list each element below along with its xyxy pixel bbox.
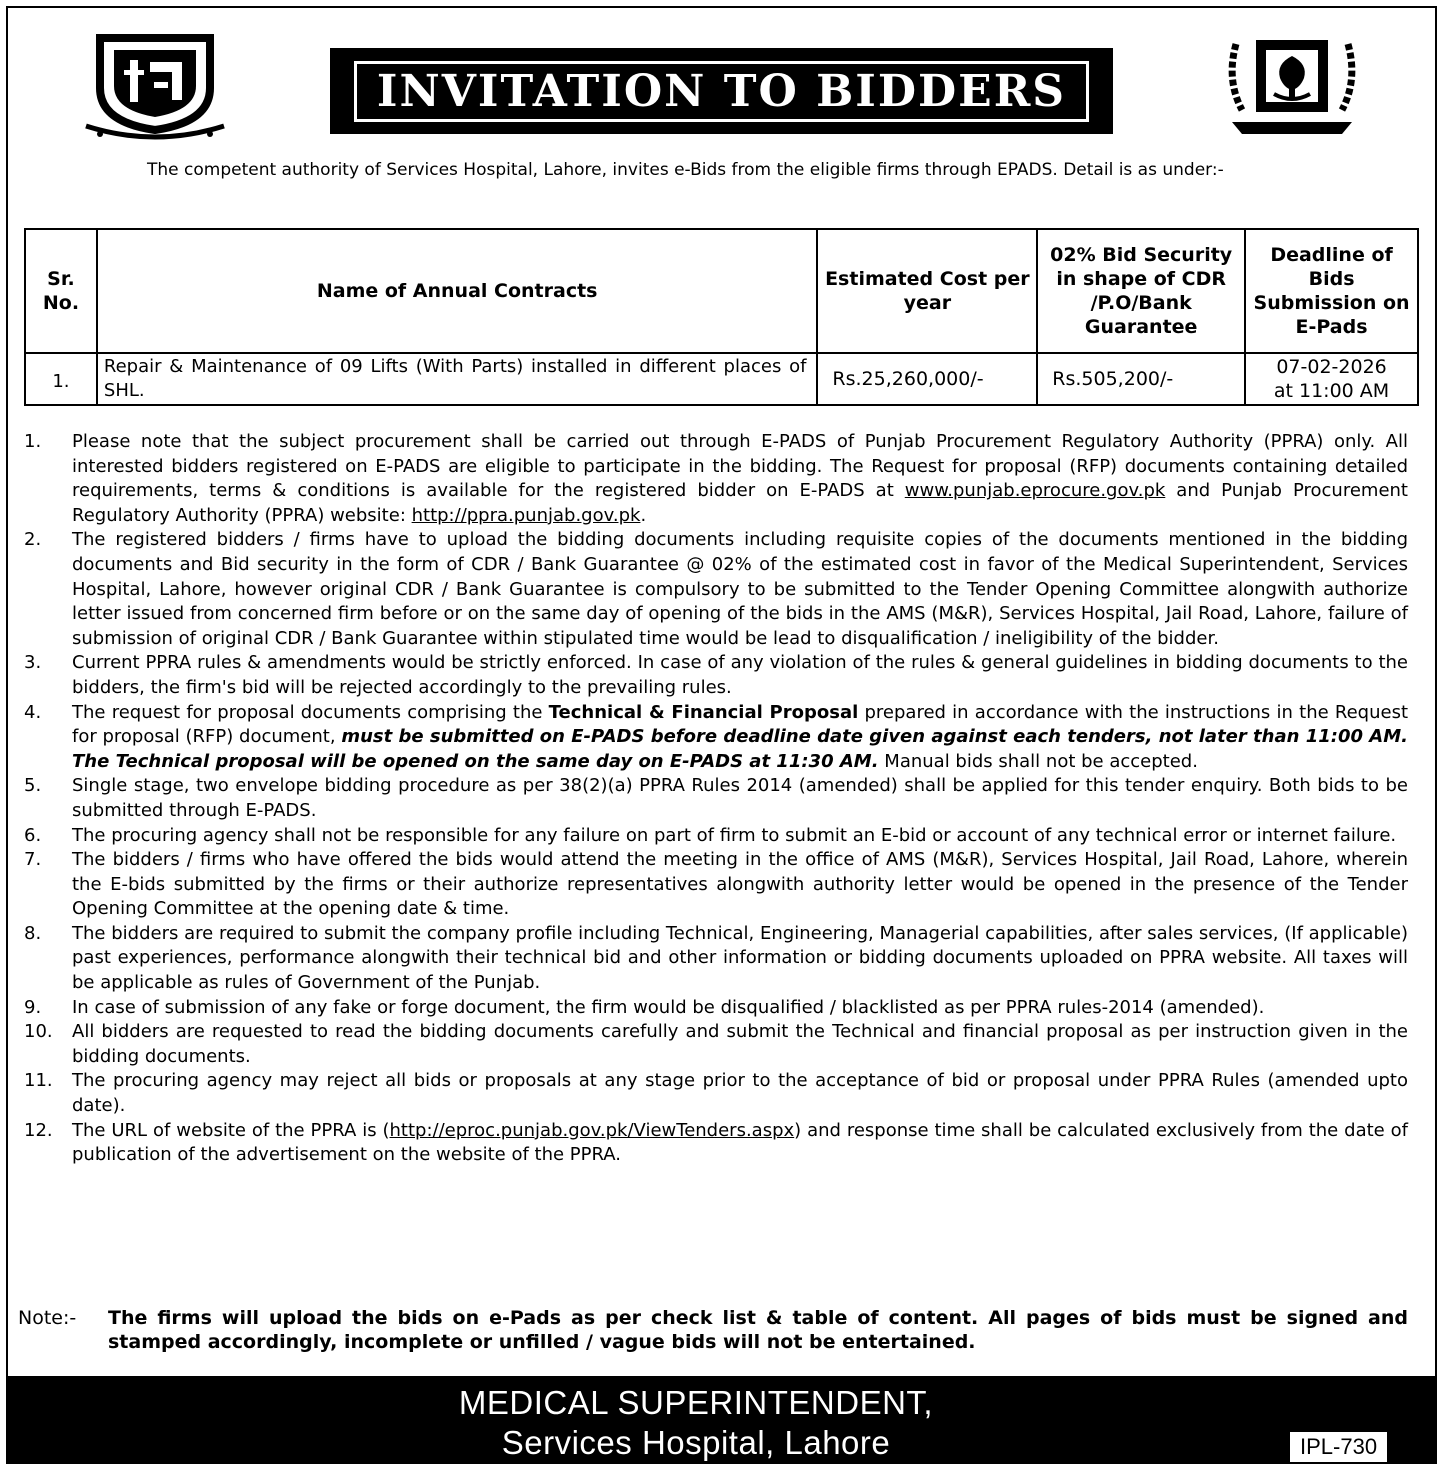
contracts-table (24, 228, 1419, 406)
list-item (24, 1119, 1408, 1168)
item-text: The registered bidders / firms have to upload the bidding documents including requisite copies of the documents mentioned in the bidding documents and Bid security in the form of CDR / Bank Guarantee @ 02% of the estimated cost in favor of the Medical Superintendent, Services Hospital, Lahore, however original CDR / Bank Guarantee is compulsory to be submitted to the Tender Opening Committee alongwith authorize letter issued from concerned firm before or on the same day of opening of the bids in the AMS (M&R), Services Hospital, Jail Road, Lahore, failure of submission of original CDR / Bank Guarantee within stipulated time would be lead to disqualification / ineligibility of the bidder. (72, 529, 1408, 649)
govt-shield-logo-icon (80, 30, 230, 142)
note-label: Note:- (18, 1307, 77, 1329)
cell-contract-name: Repair & Maintenance of 09 Lifts (With Parts) installed in different places of SHL. (97, 353, 818, 405)
item-text: Current PPRA rules & amendments would be strictly enforced. In case of any violation of the rules & general guidelines in bidding documents to the bidders, the firm's bid will be rejected accordingly to the prevailing rules. (72, 652, 1408, 698)
item-number: 6. (24, 824, 42, 846)
signatory-organization: Services Hospital, Lahore (501, 1424, 891, 1461)
header-sr-no: Sr. No. (25, 229, 97, 353)
item-number: 4. (24, 701, 42, 723)
footer-banner (6, 1376, 1437, 1464)
item-text: The bidders are required to submit the company profile including Technical, Engineering, Managerial capabilities, after sales services, (If applicable) past experiences, performance alongwith their technical bid and other information or bidding documents uploaded on PPRA website. All taxes will be applicable as rules of Government of the Punjab. (72, 922, 1408, 994)
text-part: and Punjab Procurement Regulatory Authority (PPRA) website: (72, 480, 1408, 526)
header-deadline: Deadline of Bids Submission on E-Pads (1245, 229, 1418, 353)
bold-text: Technical & Financial Proposal (548, 701, 859, 723)
table-row (25, 353, 1418, 405)
item-number: 9. (24, 996, 42, 1018)
item-text: The procuring agency may reject all bids or proposals at any stage prior to the acceptance of bid or proposal under PPRA Rules (amended upto date). (72, 1070, 1408, 1117)
text-part: The URL of website of the PPRA is ( (72, 1119, 390, 1141)
list-item (24, 651, 1408, 700)
text-part: . (640, 504, 647, 526)
item-text (72, 701, 1408, 775)
terms-list (24, 430, 1408, 1168)
list-item (24, 996, 1408, 1021)
text-part: The request for proposal documents comprising the (72, 701, 549, 723)
item-text (72, 430, 1408, 528)
item-text: The procuring agency shall not be responsible for any failure on part of firm to submit an E-bid or account of any technical error or internet failure. (72, 824, 1397, 846)
list-item (24, 528, 1408, 651)
signatory-title: MEDICAL SUPERINTENDENT, (458, 1384, 934, 1421)
eprocure-link[interactable]: www.punjab.eprocure.gov.pk (904, 480, 1166, 502)
list-item (24, 1069, 1408, 1118)
item-number: 1. (24, 431, 42, 452)
item-number: 10. (24, 1021, 53, 1043)
list-item (24, 774, 1408, 823)
item-number: 2. (24, 529, 42, 551)
cell-estimated-cost: Rs.25,260,000/- (817, 353, 1037, 405)
text-part: Please note that the subject procurement shall be carried out through E-PADS of Punjab Procurement Regulatory Authority (PPRA) only. All interested bidders registered on E-PADS are eligible to participate in the bidding. The Request for proposal (RFP) documents containing detailed requirements, terms & conditions is available for the registered bidder on E-PADS at (72, 431, 1408, 502)
item-text: In case of submission of any fake or forge document, the firm would be disqualified / blacklisted as per PPRA rules-2014 (amended). (72, 996, 1265, 1018)
item-text (72, 1119, 1408, 1168)
list-item (24, 1020, 1408, 1069)
cell-deadline (1245, 353, 1418, 405)
page-title: INVITATION TO BIDDERS (354, 61, 1089, 122)
header-bid-security: 02% Bid Security in shape of CDR /P.O/Bank Guarantee (1037, 229, 1245, 353)
intro-text: The competent authority of Services Hospital, Lahore, invites e-Bids from the eligible firms through EPADS. Detail is as under:- (147, 160, 1224, 180)
text-part: ) and response time shall be calculated exclusively from the date of publication of the advertisement on the website of the PPRA. (72, 1119, 1408, 1166)
deadline-time: at 11:00 AM (1273, 380, 1390, 402)
item-text: Single stage, two envelope bidding procedure as per 38(2)(a) PPRA Rules 2014 (amended) shall be applied for this tender enquiry. Both bids to be submitted through E-PADS. (72, 775, 1408, 821)
text-part: Manual bids shall not be accepted. (878, 750, 1198, 772)
item-text: All bidders are requested to read the bidding documents carefully and submit the Technical and financial proposal as per instruction given in the bidding documents. (72, 1021, 1408, 1067)
text-part: prepared in accordance with the instructions in the Request for proposal (RFP) document, (72, 701, 1409, 748)
emphasis-text: must be submitted on E-PADS before deadline date given against each tenders, not later than 11:00 AM. The Technical proposal will be opened on the same day on E-PADS at 11:30 AM. (72, 726, 1408, 772)
header-contract-name: Name of Annual Contracts (97, 229, 818, 353)
cell-sr-no: 1. (25, 353, 97, 405)
item-number: 12. (24, 1119, 53, 1141)
note-block (18, 1306, 1408, 1354)
item-number: 3. (24, 652, 42, 674)
item-text: The bidders / firms who have offered the bids would attend the meeting in the office of AMS (M&R), Services Hospital, Jail Road, Lahore, wherein the E-bids submitted by the firms or their authorize representatives alongwith authority letter would be opened in the presence of the Tender Opening Committee at the opening date & time. (72, 849, 1408, 920)
item-number: 7. (24, 849, 42, 871)
table-header-row (25, 229, 1418, 353)
view-tenders-link[interactable]: http://eproc.punjab.gov.pk/ViewTenders.aspx (389, 1119, 795, 1141)
list-item (24, 922, 1408, 996)
header-estimated-cost: Estimated Cost per year (817, 229, 1037, 353)
title-banner (330, 48, 1113, 134)
cell-bid-security: Rs.505,200/- (1037, 353, 1245, 405)
list-item (24, 824, 1408, 849)
punjab-emblem-icon (1222, 30, 1362, 142)
ppra-website-link[interactable]: http://ppra.punjab.gov.pk (411, 504, 641, 526)
item-number: 11. (24, 1070, 53, 1092)
list-item (24, 848, 1408, 922)
list-item (24, 430, 1408, 528)
item-number: 8. (24, 922, 42, 944)
ad-code-badge: IPL-730 (1290, 1432, 1387, 1462)
note-text: The firms will upload the bids on e-Pads as per check list & table of content. All pages of bids must be signed and stamped accordingly, incomplete or unfilled / vague bids will not be entertained. (108, 1307, 1408, 1353)
list-item (24, 701, 1408, 775)
deadline-date: 07-02-2026 (1276, 356, 1387, 378)
item-number: 5. (24, 775, 42, 797)
